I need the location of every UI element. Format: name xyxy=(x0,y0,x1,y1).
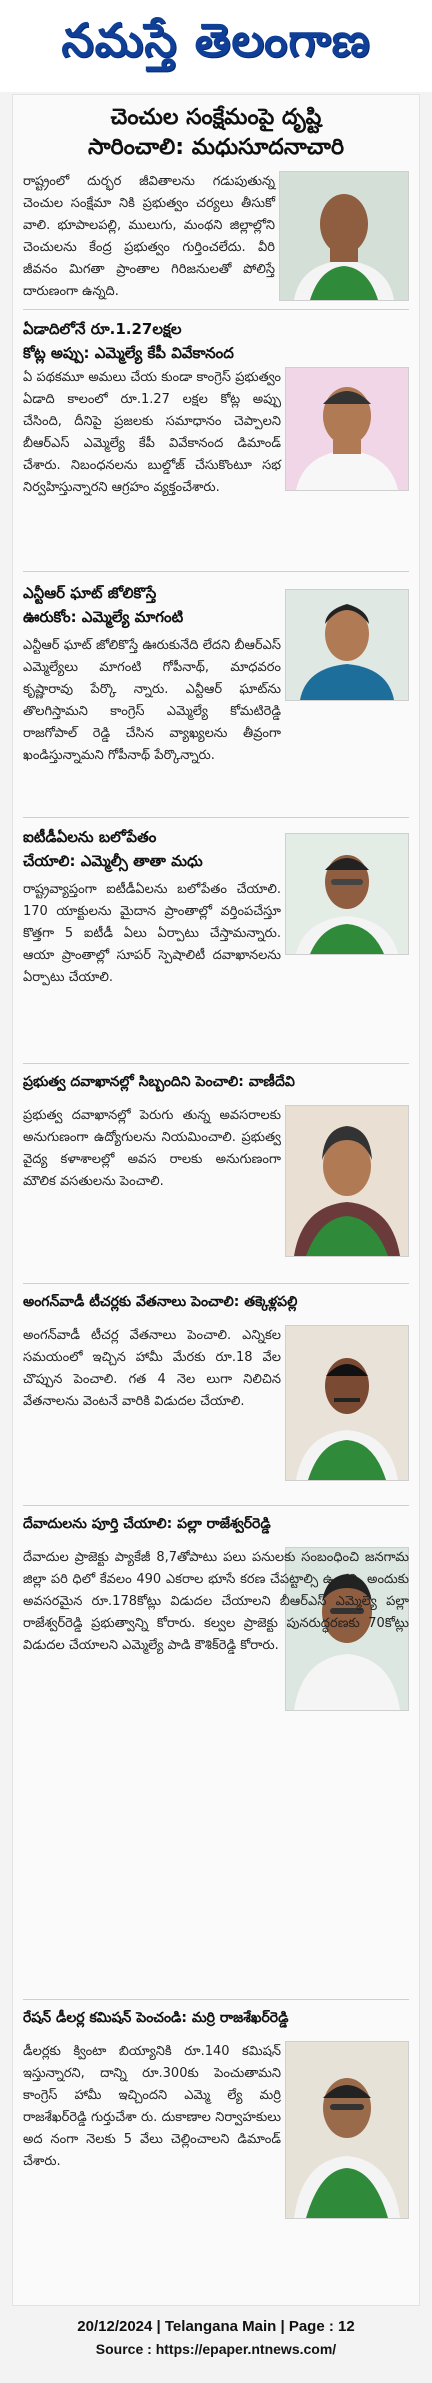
separator xyxy=(23,1283,409,1284)
footer-source: Source : https://epaper.ntnews.com/ xyxy=(95,2341,337,2357)
headline-line-1: ఐటీడీఏలను బలోపేతం xyxy=(23,828,157,846)
article-anganwadi xyxy=(23,1291,409,1513)
article-page xyxy=(12,94,420,2306)
article-itda xyxy=(23,825,409,1075)
article-body: అంగన్‌వాడీ టీచర్ల వేతనాలు పెంచాలి. ఎన్నికల సమయంలో ఇచ్చిన హామీ మేరకు రూ.18 వేల చొప్పున పెంచాలి. గత 4 నెల లుగా నిలిచిన వేతనాలను వెంటనే వారికి విడుదల చేయాలి. xyxy=(23,1328,281,1409)
separator xyxy=(23,817,409,818)
article-ration-dealers xyxy=(23,2007,409,2297)
article-chenchu-welfare xyxy=(23,103,409,303)
article-debt xyxy=(23,317,409,571)
article-body: డీలర్లకు క్వింటా బియ్యానికి రూ.140 కమిషన్ ఇస్తున్నారని, దాన్ని రూ.300కు పెంచుతామని కాంగ్రెస్ హామీ ఇచ్చిందని ఎమ్మె ల్యే మర్రి రాజశేఖర్‌రెడ్డి గుర్తుచేశా రు. దుకాణాల నిర్వాహకులు అద నంగా నెలకు 5 వేలు చెల్లించాలని డిమాండ్ చేశారు. xyxy=(23,2044,281,2169)
article-body: దేవాదుల ప్రాజెక్టు ప్యాకేజీ 8,7తోపాటు పలు పనులకు సంబంధించి జనగామ జిల్లా పరి ధిలో కేవలం 490 ఎకరాల భూసే కరణ చేపట్టాల్సి ఉందని, అందుకు అవసరమైన రూ.178కోట్లు విడుదల చేయాలని బీఆర్ఎస్ ఎమ్మెల్యే పల్లా రాజేశ్వర్‌రెడ్డి ప్రభుత్వాన్ని కోరారు. కల్వల ప్రాజెక్టు పునరుద్ధరణకు 70కోట్లు విడుదల చేయాలని ఎమ్మెల్యే పాడి కౌశిక్‌రెడ్డి కోరారు. xyxy=(23,1550,409,1653)
separator xyxy=(23,571,409,572)
separator xyxy=(23,1505,409,1506)
headline-line-2: సారించాలి: మధుసూదనాచారి xyxy=(88,135,344,160)
footer-date-page: 20/12/2024 | Telangana Main | Page : 12 xyxy=(77,2318,355,2335)
article-body: ప్రభుత్వ దవాఖానల్లో పెరుగు తున్న అవసరాలకు అనుగుణంగా ఉద్యోగులను నియమించాలి. ప్రభుత్వ వైద్య కళాశాలల్లో అవస రాలకు అనుగుణంగా మౌలిక వసతులను పెంచాలి. xyxy=(23,1108,281,1189)
separator xyxy=(23,1063,409,1064)
separator xyxy=(23,1999,409,2000)
headline-line-1: చెంచుల సంక్షేమంపై దృష్టి xyxy=(110,105,322,130)
headline-line-2: చేయాలి: ఎమ్మెల్సీ తాతా మధు xyxy=(23,852,203,870)
article-body: రాష్ట్రంలో దుర్భర జీవితాలను గడుపుతున్న చెంచుల సంక్షేమా నికి ప్రభుత్వం చర్యలు తీసుకో వాలి. భూపాలపల్లి, ములుగు, మంథని జిల్లాల్లోని చెంచులను కేంద్ర ప్రభుత్వం గుర్తించలేదు. వీరి జీవనం మిగతా ప్రాంతాల గిరిజనులతో పోలిస్తే దారుణంగా ఉన్నది. xyxy=(23,174,275,299)
article-body: ఏ పథకమూ అమలు చేయ కుండా కాంగ్రెస్ ప్రభుత్వం ఏడాది కాలంలో రూ.1.27 లక్షల కోట్ల అప్పు చేసింది, దీనిపై ప్రజలకు సమాధానం చెప్పాలని బీఆర్ఎస్ ఎమ్మెల్యే కేపీ వివేకానంద డిమాండ్ చేశారు. నిబంధనలను బుల్డోజ్ చేసుకొంటూ సభ నిర్వహిస్తున్నారని ఆగ్రహం వ్యక్తంచేశారు. xyxy=(23,370,281,495)
article-hospital-staff xyxy=(23,1071,409,1281)
headline-line-1: దేవాదులను పూర్తి చేయాలి: పల్లా రాజేశ్వర్‌రెడ్డి xyxy=(23,1516,271,1532)
newspaper-logo: నమస్తే తెలంగాణ xyxy=(61,13,371,67)
headline-line-1: రేషన్ డీలర్ల కమిషన్ పెంచండి: మర్రి రాజశేఖర్‌రెడ్డి xyxy=(23,2010,289,2026)
headline-line-1: అంగన్‌వాడీ టీచర్లకు వేతనాలు పెంచాలి: తక్కెళ్లపల్లి xyxy=(23,1294,298,1310)
article-body: రాష్ట్రవ్యాప్తంగా ఐటీడీఏలను బలోపేతం చేయాలి. 170 యాక్టులను మైదాన ప్రాంతాల్లో వర్తింపచేస్తూ కొత్తగా 5 ఐటీడీ ఏలు ఏర్పాటు చేస్తామన్నారు. ఆయా ప్రాంతాల్లో సూపర్ స్పెషాలిటీ దవాఖానలను ఏర్పాటు చేయాలి. xyxy=(23,882,281,985)
headline-line-1: ఏడాదిలోనే రూ.1.27లక్షల xyxy=(23,320,182,338)
headline-line-1: ఎన్టీఆర్ ఘాట్ జోలికొస్తే xyxy=(23,584,157,602)
headline-line-1: ప్రభుత్వ దవాఖానల్లో సిబ్బందిని పెంచాలి: వాణీదేవి xyxy=(23,1074,295,1090)
headline-line-2: ఊరుకోం: ఎమ్మెల్యే మాగంటి xyxy=(23,608,184,626)
headline-line-2: కోట్ల అప్పు: ఎమ్మెల్యే కేపీ వివేకానంద xyxy=(23,344,234,362)
masthead xyxy=(0,0,432,92)
page-footer xyxy=(0,2318,432,2357)
separator xyxy=(23,309,409,310)
article-ntr-ghat xyxy=(23,581,409,811)
article-body: ఎన్టీఆర్ ఘాట్ జోలికొస్తే ఊరుకునేది లేదని బీఆర్ఎస్ ఎమ్మెల్యేలు మాగంటి గోపీనాథ్, మాధవరం కృష్ణారావు పేర్కొ న్నారు. ఎన్టీఆర్ ఘాట్‌ను తొలగిస్తామని కాంగ్రెస్ ఎమ్మెల్యే కోమటిరెడ్డి రాజగోపాల్ రెడ్డి చేసిన వ్యాఖ్యలను తీవ్రంగా ఖండిస్తున్నామని గోపీనాథ్ పేర్కొన్నారు. xyxy=(23,638,281,763)
article-devadula xyxy=(23,1513,409,1803)
